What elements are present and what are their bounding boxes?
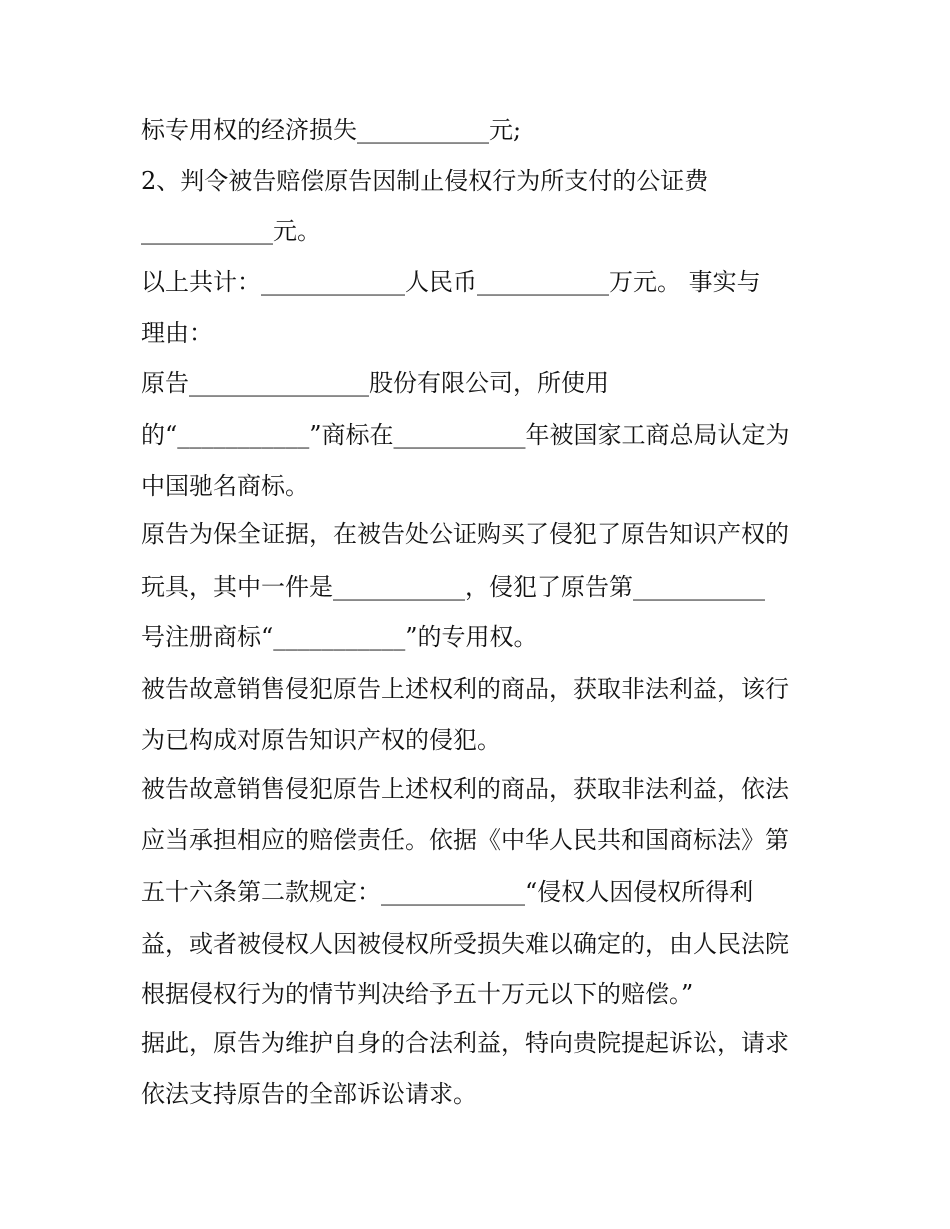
text-line: 号注册商标“___________”的专用权。 <box>141 623 538 651</box>
text-line: 根据侵权行为的情节判决给予五十万元以下的赔偿。” <box>141 980 694 1008</box>
text-line: 依法支持原告的全部诉讼请求。 <box>141 1080 477 1108</box>
text-line: ___________元。 <box>141 217 321 245</box>
text-line: 为已构成对原告知识产权的侵犯。 <box>141 726 501 754</box>
text-line: 据此，原告为维护自身的合法利益，特向贵院提起诉讼，请求 <box>141 1029 789 1057</box>
text-line: 玩具，其中一件是___________，侵犯了原告第___________ <box>141 573 765 601</box>
text-line: 被告故意销售侵犯原告上述权利的商品，获取非法利益，该行 <box>141 675 789 703</box>
text-line: 原告为保全证据，在被告处公证购买了侵犯了原告知识产权的 <box>141 520 789 548</box>
text-line: 标专用权的经济损失___________元; <box>141 116 522 144</box>
text-line: 被告故意销售侵犯原告上述权利的商品，获取非法利益，依法 <box>141 775 789 803</box>
text-line: 理由： <box>141 319 213 347</box>
text-line: 原告_______________股份有限公司，所使用 <box>141 369 609 397</box>
text-line: 益，或者被侵权人因被侵权所受损失难以确定的，由人民法院 <box>141 930 789 958</box>
text-line: 的“___________”商标在___________年被国家工商总局认定为 <box>141 421 790 449</box>
text-line: 五十六条第二款规定：____________“侵权人因侵权所得利 <box>141 878 754 906</box>
text-line: 以上共计：____________人民币___________万元。 事实与 <box>141 268 761 296</box>
text-line: 2、判令被告赔偿原告因制止侵权行为所支付的公证费 <box>141 167 709 195</box>
text-line: 应当承担相应的赔偿责任。依据《中华人民共和国商标法》第 <box>141 826 789 854</box>
text-line: 中国驰名商标。 <box>141 472 309 500</box>
